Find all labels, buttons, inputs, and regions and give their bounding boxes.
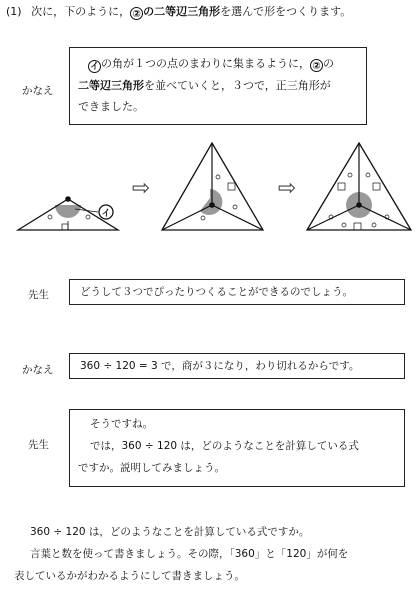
teacher-box-line2: では，360 ÷ 120 は，どのようなことを計算している式 — [90, 440, 359, 452]
teacher-question-text: どうして３つでぴったりつくることができるのでしょう。 — [80, 286, 353, 298]
answer-box-1-line3: できました。 — [78, 100, 144, 113]
teacher-question-box — [69, 279, 405, 305]
task-line3: 表しているかがわかるようにして書きましょう。 — [14, 570, 245, 582]
answer-box-1-line1 — [78, 56, 358, 73]
teacher-box — [69, 409, 405, 487]
marker-2: ② — [130, 7, 143, 20]
speaker-teacher-1: 先生 — [28, 289, 49, 301]
marker-2b: ② — [310, 59, 323, 72]
answer-box-2 — [69, 353, 405, 379]
arrow-right-icon-2: ⇨ — [277, 176, 297, 201]
arrow-right-icon-1: ⇨ — [131, 176, 151, 201]
answer-box-1 — [69, 47, 367, 125]
task-line2: 言葉と数を使って書きましょう。その際，「360」と「120」が何を — [30, 548, 349, 560]
answer-box-2-text: 360 ÷ 120 = 3 で，商が３になり，わり切れるからです。 — [80, 360, 360, 372]
triangle-diagram — [0, 135, 420, 245]
task-line1: 360 ÷ 120 は，どのようなことを計算している式ですか。 — [30, 526, 310, 538]
teacher-box-line3: ですか。説明してみましょう。 — [78, 462, 225, 474]
problem-text-post: を選んで形をつくります。 — [220, 5, 352, 18]
equilateral-triangle — [307, 143, 411, 230]
line2-text: を並べていくと，３つで，正三角形が — [144, 79, 331, 92]
marker-i: イ — [89, 62, 99, 72]
teacher-box-line1: そうですね。 — [90, 418, 153, 430]
problem-text-pre: 次に，下のように， — [31, 5, 131, 18]
two-triangles — [162, 143, 263, 230]
svg-text:イ: イ — [101, 209, 111, 219]
speaker-teacher-2: 先生 — [28, 439, 49, 451]
speaker-kanae-1: かなえ — [22, 85, 54, 97]
line1-tail: の — [323, 57, 334, 70]
line1-text: の角が１つの点のまわりに集まるように， — [101, 57, 310, 70]
line2-emph: 二等辺三角形 — [78, 79, 144, 92]
problem-number: (1) — [6, 5, 22, 18]
problem-heading — [6, 4, 351, 20]
speaker-kanae-2: かなえ — [22, 364, 54, 376]
problem-emph: の二等辺三角形 — [143, 5, 221, 18]
marker-i-label — [99, 205, 113, 219]
answer-box-1-line2 — [78, 78, 358, 94]
